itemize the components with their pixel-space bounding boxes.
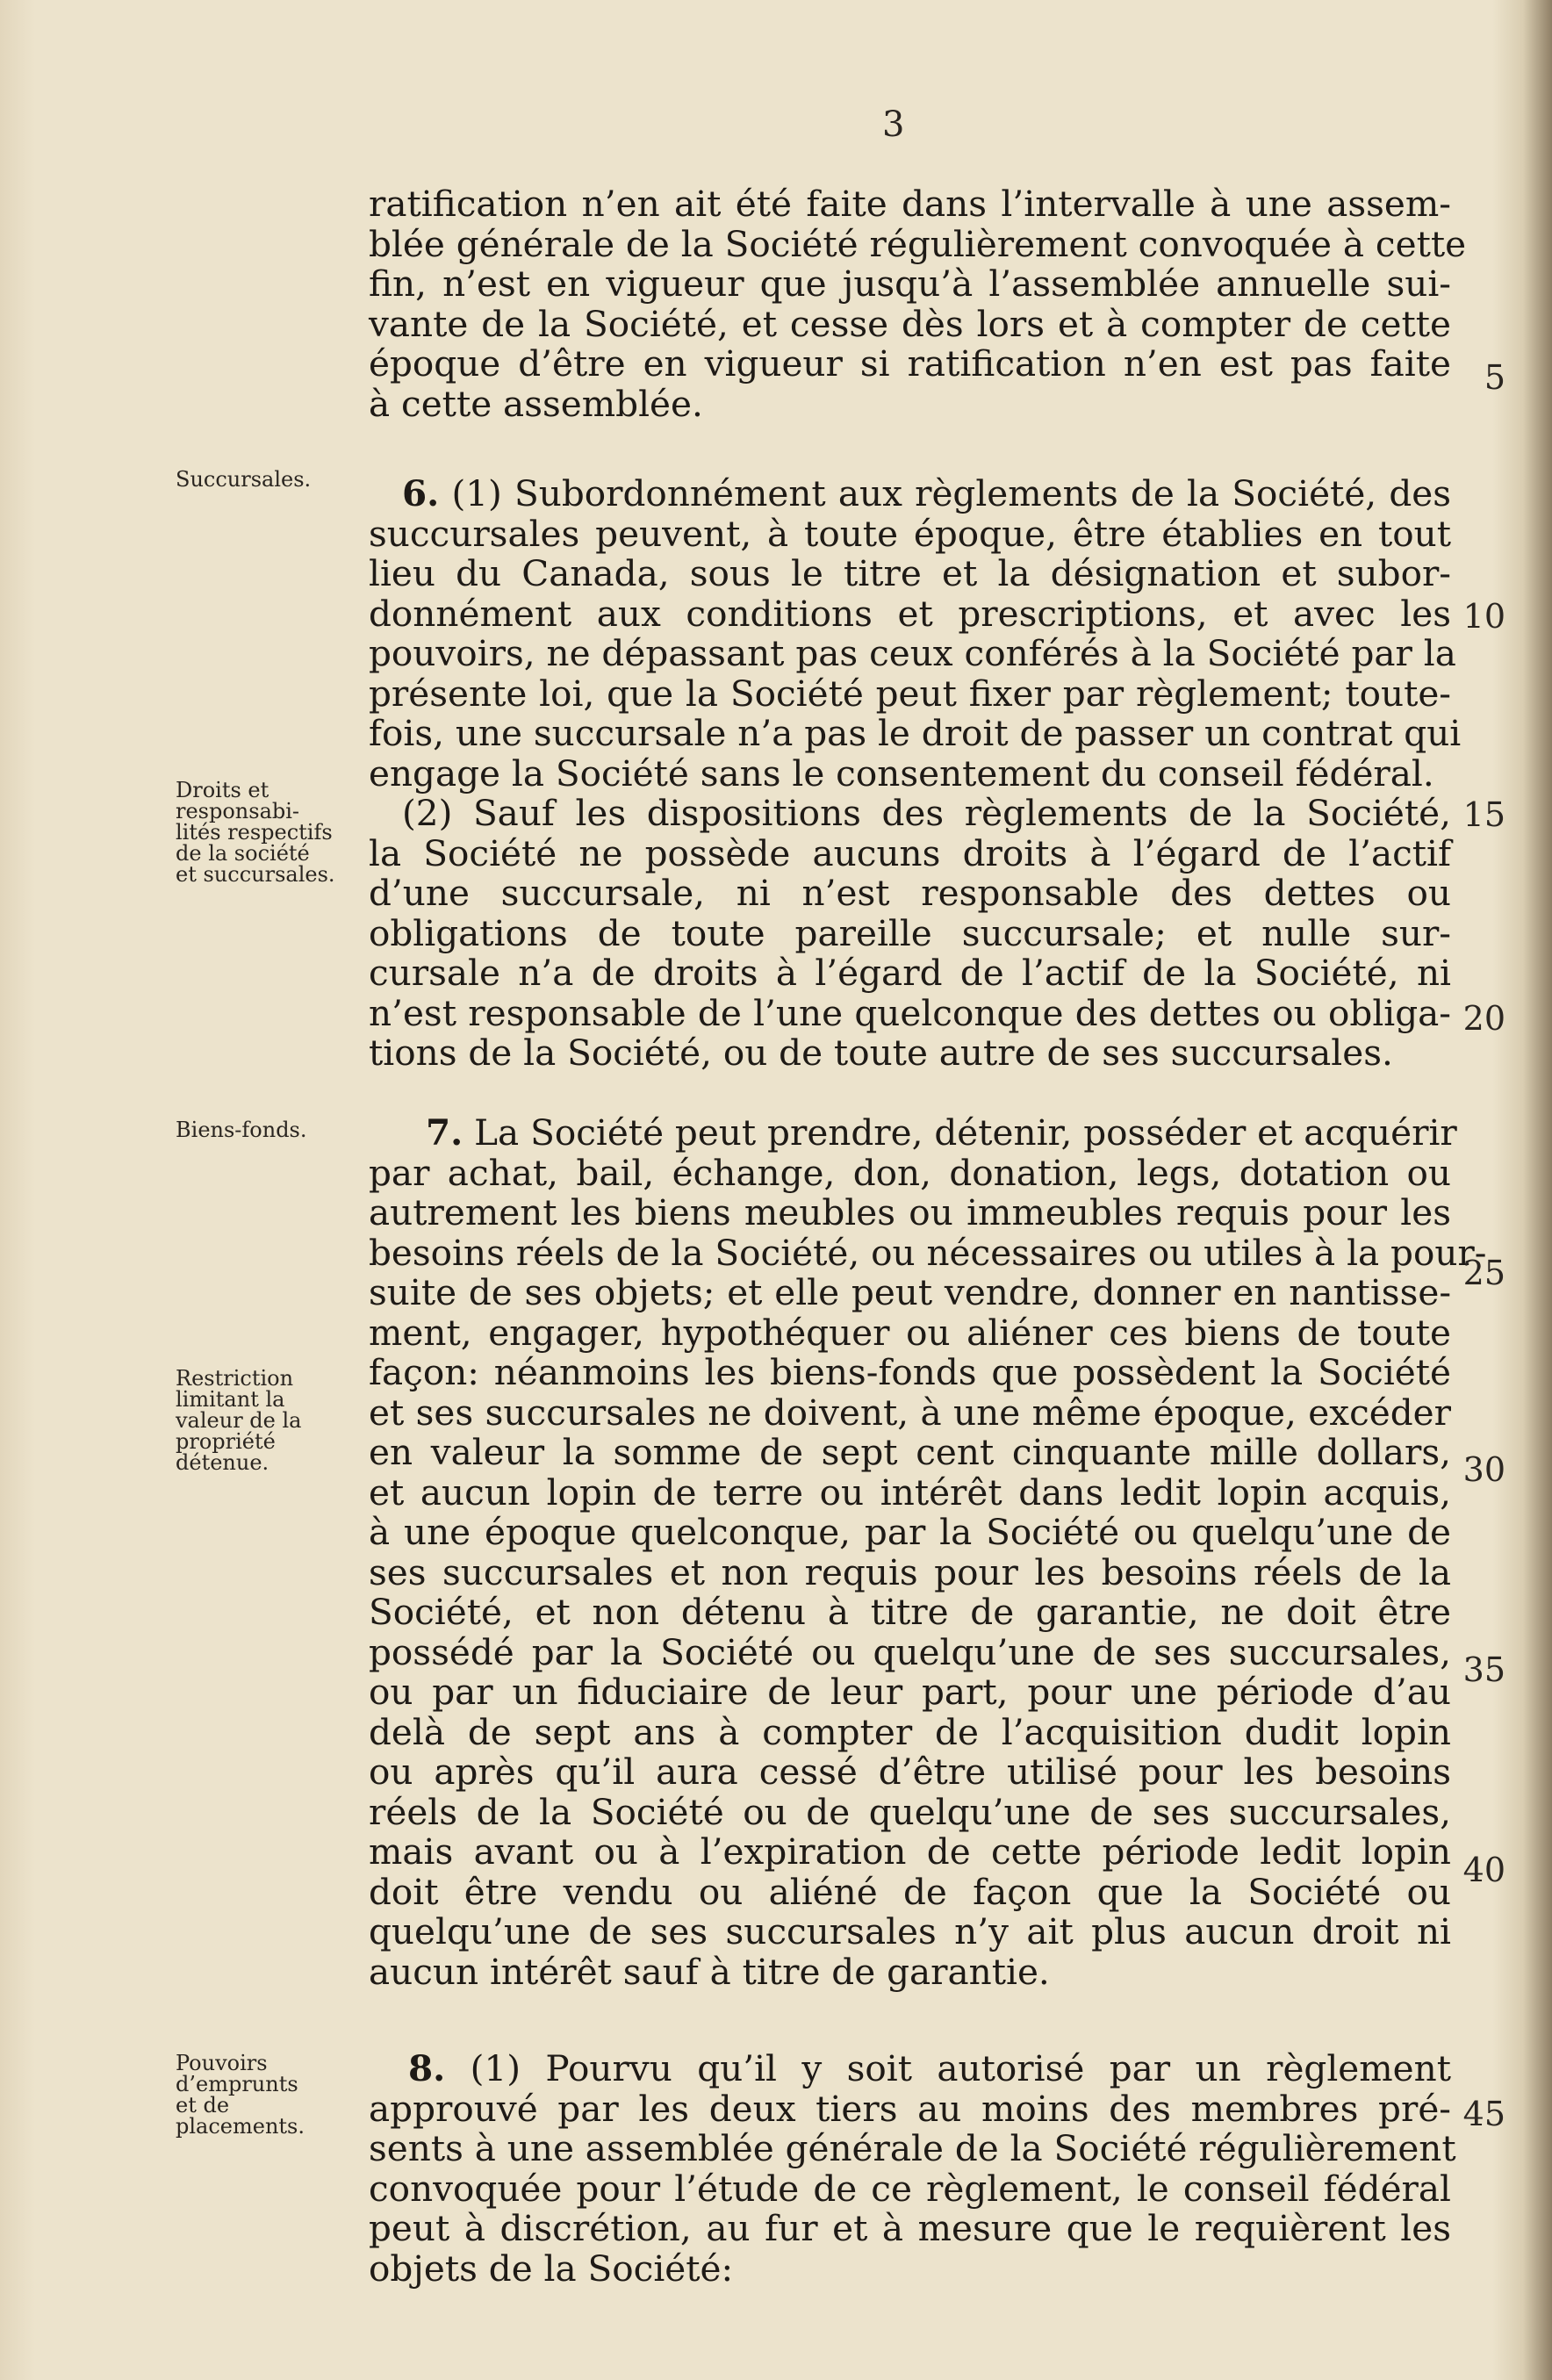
text-line: doit être vendu ou aliéné de façon que la Société ou bbox=[369, 1870, 1451, 1913]
text-line: par achat, bail, échange, don, donation, legs, dotation ou bbox=[369, 1151, 1451, 1194]
text-line: réels de la Société ou de quelqu’une de ses succursales, bbox=[369, 1790, 1451, 1833]
line-number-20: 20 bbox=[1462, 999, 1505, 1038]
continuation-paragraph bbox=[369, 183, 1467, 425]
margin-note-restriction: Restriction limitant la valeur de la propriété détenue. bbox=[176, 1366, 302, 1475]
section-8 bbox=[369, 2047, 1456, 2290]
text-line: ment, engager, hypothéquer ou aliéner ces biens de toute bbox=[369, 1311, 1451, 1354]
text-line: succursales peuvent, à toute époque, être établies en tout bbox=[369, 512, 1451, 555]
text-line: façon: néanmoins les biens-fonds que possèdent la Société bbox=[369, 1351, 1451, 1393]
line-number-5: 5 bbox=[1484, 358, 1505, 397]
text-line: vante de la Société, et cesse dès lors et à compter de cette bbox=[369, 302, 1451, 345]
line-number-40: 40 bbox=[1462, 1851, 1505, 1889]
text-line: la Société ne possède aucuns droits à l’égard de l’actif bbox=[369, 831, 1451, 874]
section-number: 7. bbox=[426, 1111, 463, 1154]
text-line: ses succursales et non requis pour les besoins réels de la bbox=[369, 1550, 1451, 1593]
text-line: ou par un fiduciaire de leur part, pour une période d’au bbox=[369, 1671, 1451, 1713]
section-6-first-line: 6. (1) Subordonnément aux règlements de la Société, des bbox=[402, 472, 1452, 514]
text-line: obligations de toute pareille succursale; et nulle sur- bbox=[369, 911, 1451, 954]
text-line: engage la Société sans le consentement du conseil fédéral. bbox=[369, 751, 1434, 795]
section-number: 8. bbox=[408, 2047, 446, 2089]
line-number-25: 25 bbox=[1462, 1254, 1505, 1292]
text-line: aucun intérêt sauf à titre de garantie. bbox=[369, 1950, 1050, 1993]
text-line: donnément aux conditions et prescriptions, et avec les bbox=[369, 592, 1451, 635]
text-line: objets de la Société: bbox=[369, 2247, 734, 2290]
text-line: pouvoirs, ne dépassant pas ceux conférés à la Société par la bbox=[369, 632, 1456, 674]
text-line: possédé par la Société ou quelqu’une de ses succursales, bbox=[369, 1630, 1451, 1673]
text-line: en valeur la somme de sept cent cinquante mille dollars, bbox=[369, 1431, 1451, 1473]
page-number: 3 bbox=[882, 104, 905, 145]
line-number-10: 10 bbox=[1462, 597, 1505, 636]
line-number-15: 15 bbox=[1462, 795, 1505, 834]
text-line: sents à une assemblée générale de la Société régulièrement bbox=[369, 2127, 1456, 2169]
margin-note-succursales: Succursales. bbox=[176, 467, 312, 492]
text-line: lieu du Canada, sous le titre et la désignation et subor- bbox=[369, 552, 1451, 594]
margin-note-droits: Droits et responsabi- lités respectifs de la société et succursales. bbox=[176, 778, 335, 887]
text-line: suite de ses objets; et elle peut vendre, donner en nantisse- bbox=[369, 1271, 1451, 1313]
section-6 bbox=[369, 472, 1462, 1074]
text-line: quelqu’une de ses succursales n’y ait plus aucun droit ni bbox=[369, 1910, 1451, 1952]
text-line: tions de la Société, ou de toute autre de ses succursales. bbox=[369, 1032, 1393, 1074]
text-line: fois, une succursale n’a pas le droit de passer un contrat qui bbox=[369, 712, 1462, 754]
margin-note-biens-fonds: Biens-fonds. bbox=[176, 1118, 307, 1142]
text-line: ou après qu’il aura cessé d’être utilisé pour les besoins bbox=[369, 1751, 1451, 1793]
line-number-35: 35 bbox=[1462, 1650, 1505, 1689]
text-line: ratification n’en ait été faite dans l’intervalle à une assem- bbox=[369, 183, 1451, 225]
section-7-first-line: 7. La Société peut prendre, détenir, posséder et acquérir bbox=[426, 1111, 1457, 1154]
text-line: présente loi, que la Société peut fixer par règlement; toute- bbox=[369, 672, 1451, 715]
text-line: Société, et non détenu à titre de garantie, ne doit être bbox=[369, 1591, 1451, 1633]
text-line: et aucun lopin de terre ou intérêt dans ledit lopin acquis, bbox=[369, 1470, 1451, 1514]
section-6-2-first-line: (2) Sauf les dispositions des règlements de la Société, bbox=[402, 792, 1451, 834]
text-line: delà de sept ans à compter de l’acquisition dudit lopin bbox=[369, 1710, 1451, 1753]
text-line: cursale n’a de droits à l’égard de l’actif de la Société, ni bbox=[369, 952, 1451, 994]
text-line: époque d’être en vigueur si ratification n’en est pas faite bbox=[369, 342, 1451, 385]
text-line: mais avant ou à l’expiration de cette période ledit lopin bbox=[369, 1830, 1451, 1873]
text-line: d’une succursale, ni n’est responsable des dettes ou bbox=[369, 872, 1451, 914]
text-line: n’est responsable de l’une quelconque des dettes ou obliga- bbox=[369, 991, 1451, 1034]
section-number: 6. bbox=[402, 472, 440, 514]
section-8-first-line: 8. (1) Pourvu qu’il y soit autorisé par un règlement bbox=[408, 2047, 1452, 2089]
text-line: peut à discrétion, au fur et à mesure que le requièrent les bbox=[369, 2207, 1451, 2249]
text-line: fin, n’est en vigueur que jusqu’à l’assemblée annuelle sui- bbox=[369, 262, 1451, 305]
text-line: blée générale de la Société régulièrement convoquée à cette bbox=[369, 222, 1467, 265]
margin-note-pouvoirs: Pouvoirs d’emprunts et de placements. bbox=[176, 2051, 305, 2139]
text-line: à une époque quelconque, par la Société ou quelqu’une de bbox=[369, 1511, 1451, 1553]
line-number-45: 45 bbox=[1462, 2095, 1505, 2133]
text-line: convoquée pour l’étude de ce règlement, le conseil fédéral bbox=[369, 2167, 1451, 2210]
text-line: et ses succursales ne doivent, à une même époque, excéder bbox=[369, 1391, 1451, 1434]
text-line: à cette assemblée. bbox=[369, 382, 703, 425]
text-line: approuvé par les deux tiers au moins des membres pré- bbox=[369, 2087, 1451, 2130]
text-line: besoins réels de la Société, ou nécessaires ou utiles à la pour- bbox=[369, 1231, 1487, 1274]
text-line: autrement les biens meubles ou immeubles requis pour les bbox=[369, 1191, 1451, 1233]
line-number-30: 30 bbox=[1462, 1450, 1505, 1489]
